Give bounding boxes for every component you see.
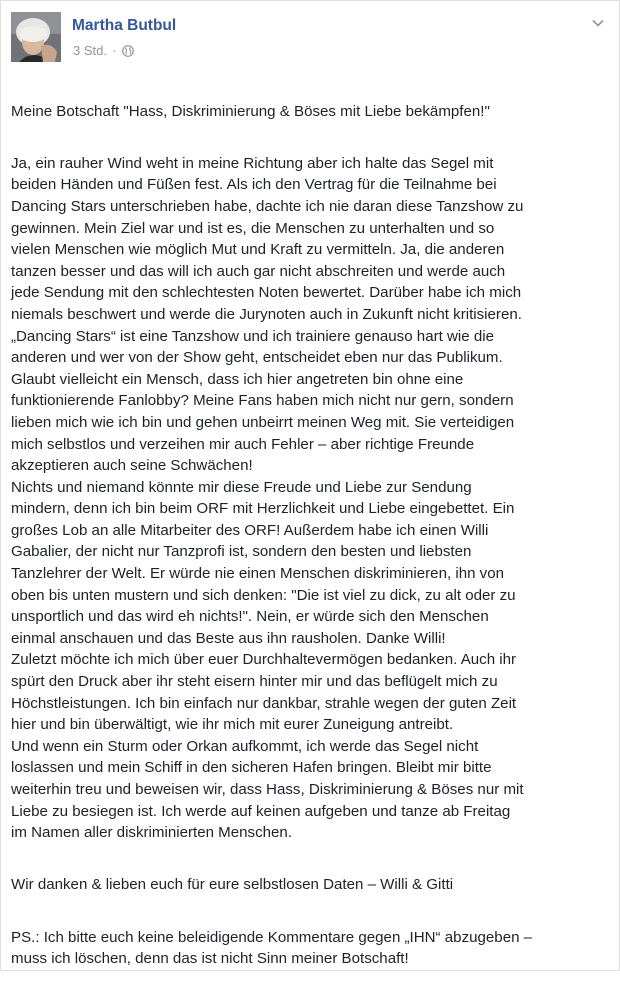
post-paragraph: Ja, ein rauher Wind weht in meine Richtung aber ich halte das Segel mit beiden Händen und Füßen fest. Als ich den Vertrag für die Teilnahme bei Dancing Stars unterschrieben habe, dachte ich nie daran diese Tanzshow zu gewinnen. Mein Ziel war und ist es, die Menschen zu unterhalten und so vielen Menschen wie möglich Mut und Kraft zu vermitteln. Ja, die anderen tanzen besser und das will ich auch gar nicht abschreiten und werde auch jede Sendung mit den schlechtesten Noten bewertet. Darüber habe ich mich niemals beschwert und werde die Jurynoten auch in Zukunft nicht kritisieren. „Dancing Stars“ ist eine Tanzshow und ich trainiere genauso hart wie die anderen und wer von der Show geht, entscheidet eben nur das Publikum. Glaubt vielleicht ein Mensch, dass ich hier angetreten bin ohne eine funktionierende Fanlobby? Meine Fans haben mich nicht nur gern, sondern lieben mich wie ich bin und gehen unbeirrt meinen Weg mit. Sie verteidigen mich selbstlos und verzeihen mir auch Fehler – aber richtige Freunde akzeptieren auch seine Schwächen! Nichts und niemand könnte mir diese Freude und Liebe zur Sendung mindern, denn ich bin beim ORF mit Herzlichkeit und Liebe eingebettet. Ein großes Lob an alle Mitarbeiter des ORF! Außerdem habe ich einen Willi Gabalier, der nicht nur Tanzprofi ist, sondern den besten und liebsten Tanzlehrer der Welt. Er würde nie einen Menschen diskriminieren, ihn von oben bis unten mustern und sich denken: "Die ist viel zu dick, zu alt oder zu unsportlich und das wird eh nichts!". Nein, er würde sich den Menschen einmal anschauen und das Beste aus ihn rausholen. Danke Willi! Zuletzt möchte ich mich über euer Durchhaltevermögen bedanken. Auch ihr spürt den Druck aber ihr steht eisern hinter mir und das beflügelt mich zu Höchstleistungen. Ich bin einfach nur dankbar, strahle wegen der guten Zeit hier und bin überwältigt, wie ihr mich mit eurer Zuneigung antreibt. Und wenn ein Sturm oder Orkan aufkommt, ich werde das Segel nicht loslassen und mein Schiff in den sicheren Hafen bringen. Bleibt mir bitte weiterhin treu und beweisen wir, dass Hass, Diskriminierung & Böses nur mit Liebe zu besiegen ist. Ich werde auf keinen aufgeben und tanze ab Freitag im Namen aller diskriminierten Menschen. xyxy=(11,154,524,842)
globe-icon[interactable] xyxy=(122,45,134,57)
author-name[interactable]: Martha Butbul xyxy=(72,17,177,34)
post-body xyxy=(11,79,611,991)
post-signoff: Wir danken & lieben euch für eure selbstlosen Daten – Willi & Gitti xyxy=(11,876,454,894)
meta-separator: · xyxy=(111,43,117,58)
avatar-photo xyxy=(11,12,61,62)
post-header xyxy=(11,12,609,62)
post-meta xyxy=(73,43,134,58)
post-timestamp[interactable]: 3 Std. xyxy=(73,43,107,58)
chevron-down-icon[interactable] xyxy=(589,14,607,32)
avatar[interactable] xyxy=(11,12,61,62)
post-headline: Meine Botschaft "Hass, Diskriminierung & Böses mit Liebe bekämpfen!" xyxy=(11,102,490,120)
post-ps: PS.: Ich bitte euch keine beleidigende Kommentare gegen „IHN“ abzugeben – muss ich löschen, denn das ist nicht Sinn meiner Botschaft! xyxy=(11,928,533,968)
